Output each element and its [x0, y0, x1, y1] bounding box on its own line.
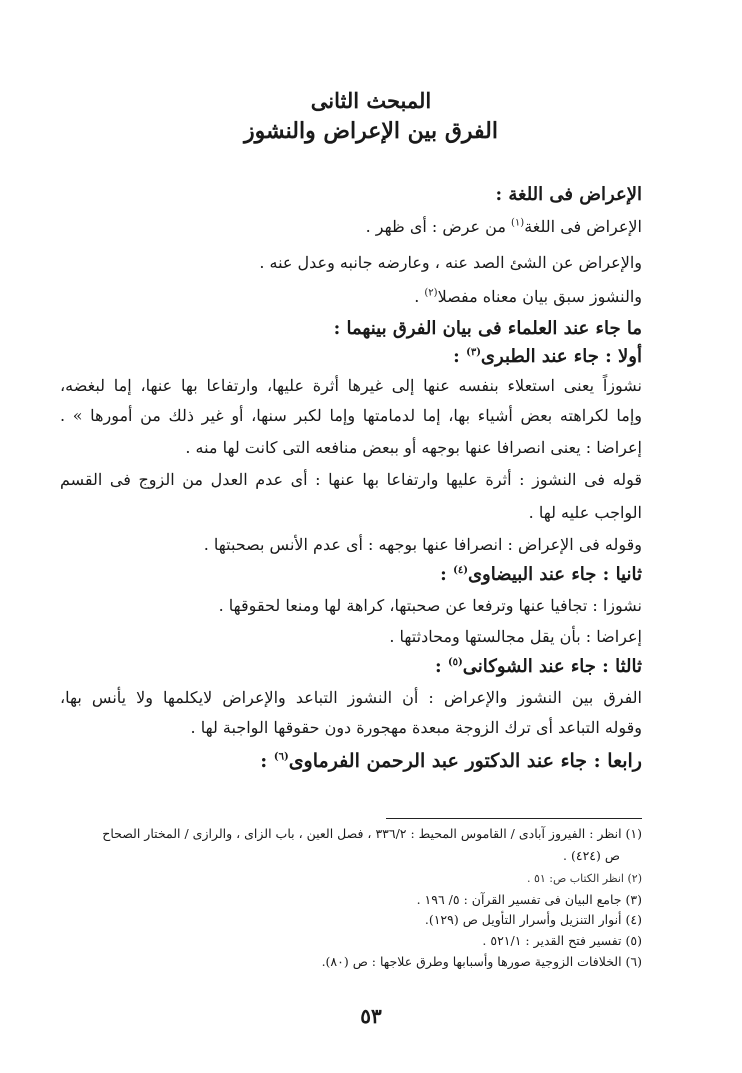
- footnote-ref: (٢): [424, 287, 438, 299]
- text-run: الإعراض فى اللغة: [524, 217, 642, 236]
- paragraph-line: [60, 287, 642, 306]
- footnote-6: (٦) الخلافات الزوجية صورها وأسبابها وطرق علاجها : ص (٨٠).: [321, 954, 642, 969]
- text-run: :: [435, 656, 442, 677]
- footnote-1-continued: ص (٤٢٤) .: [563, 848, 620, 863]
- heading-shawkani: [60, 656, 642, 677]
- text-run: والنشوز سبق بيان معناه مفصلا: [437, 287, 642, 306]
- footnote-4: (٤) أنوار التنزيل وأسرار التأويل ص (١٢٩).: [424, 912, 642, 927]
- footnote-ref: (٣): [466, 347, 481, 358]
- text-run: :: [453, 346, 460, 367]
- text-run: أولا : جاء عند الطبرى: [480, 346, 642, 367]
- heading-language: الإعراض فى اللغة :: [495, 184, 642, 205]
- footnote-ref: (١): [511, 217, 525, 229]
- page-number: ٥٣: [360, 1004, 382, 1028]
- text-run: :: [440, 564, 447, 585]
- footnote-ref: (٦): [273, 751, 289, 763]
- text-run: ثالثا : جاء عند الشوكانى: [462, 656, 642, 677]
- text-run: رابعا : جاء عند الدكتور عبد الرحمن الفرماوى: [288, 750, 642, 772]
- footnote-ref: (٤): [453, 565, 468, 576]
- paragraph-line: إعراضا : يعنى انصرافا عنها بوجهه أو ببعض منافعه التى كانت لها منه .: [185, 438, 642, 457]
- paragraph-line: نشوزا : تجافيا عنها وترفعا عن صحبتها، كراهة لها ومنعا لحقوقها .: [218, 596, 642, 615]
- footnote-2: (٢) انظر الكتاب ص: ٥١ .: [526, 872, 642, 885]
- paragraph-line: [60, 217, 642, 236]
- paragraph-line: والإعراض عن الشئ الصد عنه ، وعارضه جانبه وعدل عنه .: [259, 253, 642, 272]
- heading-farmawi: [60, 750, 642, 772]
- footnote-divider: [386, 818, 642, 819]
- heading-scholars: ما جاء عند العلماء فى بيان الفرق بينهما :: [333, 318, 642, 339]
- footnote-3: (٣) جامع البيان فى تفسير القرآن : ٥/ ١٩٦ .: [416, 892, 642, 907]
- section-title: المبحث الثانى: [310, 88, 432, 113]
- text-run: .: [414, 287, 420, 306]
- paragraph-line: وقوله التباعد أى ترك الزوجة مبعدة مهجورة دون حقوقها الواجبة لها .: [190, 718, 642, 737]
- paragraph-line: نشوزاً يعنى استعلاء بنفسه عنها إلى غيرها أثرة عليها، وارتفاعا بها عنها، إما لبغضه،: [60, 376, 642, 395]
- paragraph-line: قوله فى النشوز : أثرة عليها وارتفاعا بها عنها : أى عدم العدل من الزوج فى القسم: [60, 470, 642, 489]
- paragraph-line: إعراضا : بأن يقل مجالستها ومحادثتها .: [389, 627, 642, 646]
- footnote-ref: (٥): [447, 657, 463, 668]
- paragraph-line: وقوله فى الإعراض : انصرافا عنها بوجهه : أى عدم الأنس بصحبتها .: [203, 535, 642, 554]
- text-run: من عرض : أى ظهر .: [365, 217, 506, 236]
- heading-baydawi: [60, 564, 642, 585]
- paragraph-line: وإما لكراهته بعض أشياء بها، إما لدمامتها وإما لكبر سنها، أو غير ذلك من أمورها » .: [60, 406, 642, 425]
- text-run: :: [260, 750, 268, 772]
- footnote-1: (١) انظر : الفيروز آبادى / القاموس المحيط : ٣٣٦/٢ ، فصل العين ، باب الزاى ، والرازى / المختار الصحاح: [102, 826, 642, 841]
- paragraph-line: الفرق بين النشوز والإعراض : أن النشوز التباعد والإعراض لايكلمها ولا يأنس بها،: [60, 688, 642, 707]
- text-run: ثانيا : جاء عند البيضاوى: [467, 564, 642, 585]
- footnote-5: (٥) تفسير فتح القدير : ٥٢١/١ .: [482, 933, 642, 948]
- section-subject: الفرق بين الإعراض والنشوز: [244, 118, 498, 144]
- paragraph-line: الواجب عليه لها .: [528, 503, 642, 522]
- heading-tabari: [60, 346, 642, 367]
